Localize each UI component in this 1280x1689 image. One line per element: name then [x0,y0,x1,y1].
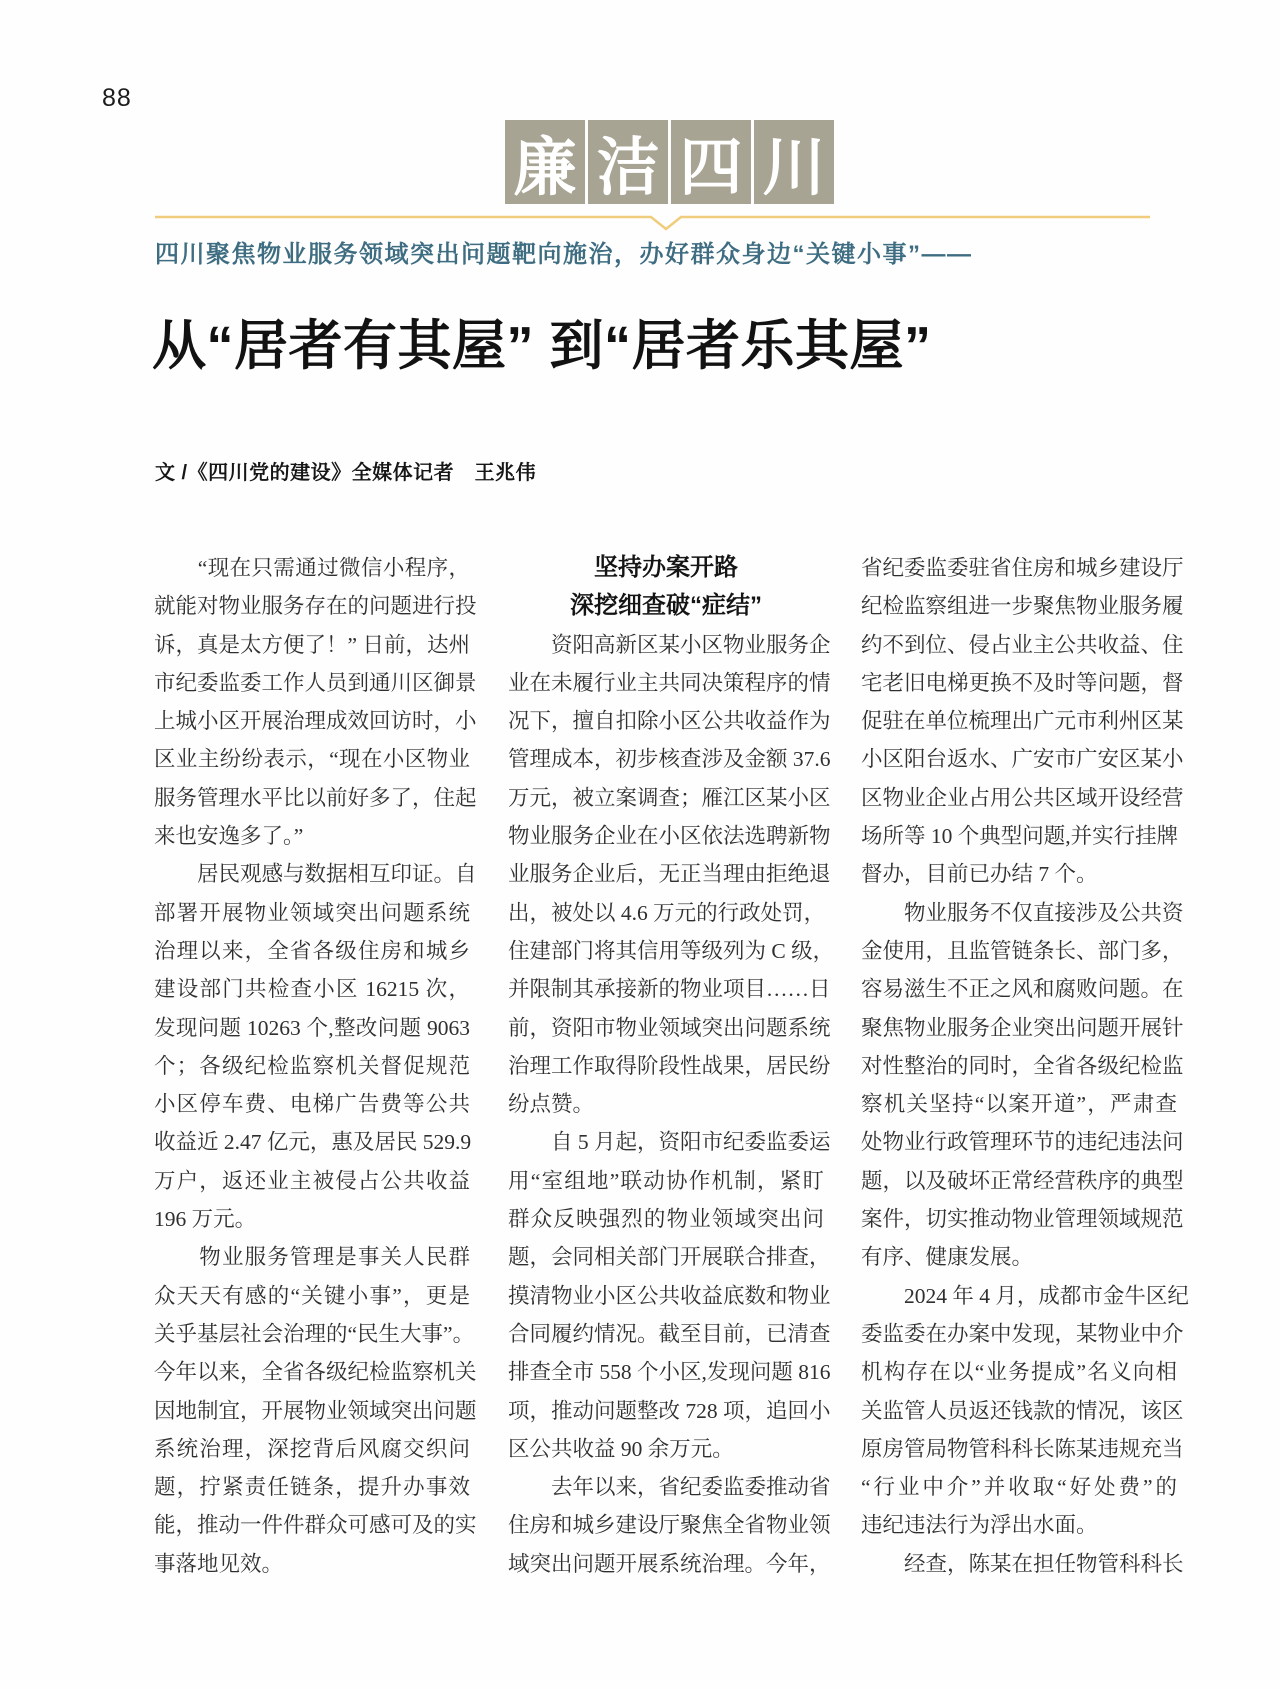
body-text-line: 市纪委监委工作人员到通川区御景 [154,670,477,695]
body-text-line: 系统治理，深挖背后风腐交织问 [154,1436,470,1461]
body-text-line: 万户，返还业主被侵占公共收益 [154,1168,470,1193]
section-heading-line: 坚持办案开路 [594,554,738,581]
logo-char: 四 [671,120,751,204]
body-text-line: 督办，目前已办结 7 个。 [861,862,1098,887]
kicker: 四川聚焦物业服务领域突出问题靶向施治，办好群众身边“关键小事”—— [155,241,973,268]
body-text-line: 万元，被立案调查；雁江区某小区 [508,785,831,810]
body-text-line: 况下，擅自扣除小区公共收益作为 [508,709,831,734]
body-text-line: 省纪委监委驻省住房和城乡建设厅 [861,556,1184,580]
body-text-line: 群众反映强烈的物业领域突出问 [508,1207,824,1232]
body-text-line: 区物业企业占用公共区域开设经营 [861,785,1184,810]
body-text-line: 容易滋生不正之风和腐败问题。在 [861,977,1184,1002]
body-text-line: 出，被处以 4.6 万元的行政处罚， [508,900,826,925]
body-text-line: 事落地见效。 [154,1551,284,1576]
body-text-line: 宅老旧电梯更换不及时等问题，督 [861,670,1184,695]
body-text-line: 今年以来，全省各级纪检监察机关 [154,1360,477,1385]
body-text-line: “行业中介”并收取“好处费”的 [861,1475,1177,1500]
column-3 [861,549,1189,1583]
body-text-line: 有序、健康发展。 [861,1245,1034,1270]
body-text-line: 区公共收益 90 余万元。 [508,1436,734,1461]
body-text-line: 治理工作取得阶段性战果，居民纷 [508,1053,831,1078]
body-text-line: 经查，陈某在担任物管科科长 [861,1551,1184,1576]
body-text-line: 聚焦物业服务企业突出问题开展针 [861,1015,1184,1040]
body-text-line: 物业服务管理是事关人民群 [154,1245,470,1270]
body-text-line: 题，会同相关部门开展联合排查， [508,1245,831,1270]
body-text-line: 场所等 10 个典型问题,并实行挂牌 [861,824,1179,849]
body-text-line: 建设部门共检查小区 16215 次， [154,977,470,1002]
body-text-line: 业服务企业后，无正当理由拒绝退 [508,862,831,887]
body-text-line: 众天天有感的“关键小事”，更是 [154,1283,470,1308]
body-text-line: 住建部门将其信用等级列为 C 级， [508,938,835,963]
body-text-line: 排查全市 558 个小区,发现问题 816 [508,1360,831,1385]
body-text-line: 题，以及破坏正常经营秩序的典型 [861,1168,1184,1193]
body-text-line: 摸清物业小区公共收益底数和物业 [508,1283,831,1308]
body-text-line: 部署开展物业领域突出问题系统 [154,900,470,925]
body-text-line: 业在未履行业主共同决策程序的情 [508,670,831,695]
body-text-line: 物业服务企业在小区依法选聘新物 [508,824,831,849]
column-2 [508,549,835,1583]
body-text-line: 小区阳台返水、广安市广安区某小 [861,747,1184,772]
logo-char: 川 [754,120,834,204]
body-text-line: 关监管人员返还钱款的情况，该区 [861,1398,1184,1423]
body-text-line: 2024 年 4 月，成都市金牛区纪 [861,1283,1189,1308]
body-text-line: 居民观感与数据相互印证。自 [154,862,477,887]
body-text-line: 治理以来，全省各级住房和城乡 [154,938,470,963]
body-text-line: 发现问题 10263 个,整改问题 9063 [154,1015,470,1040]
body-text-line: 收益近 2.47 亿元，惠及居民 529.9 [154,1130,472,1155]
body-text-line: 对性整治的同时，全省各级纪检监 [861,1053,1184,1078]
column-1 [154,549,477,1583]
logo-char: 洁 [588,120,668,204]
body-text-line: 处物业行政管理环节的违纪违法问 [861,1130,1184,1155]
body-text-line: 项，推动问题整改 728 项，追回小 [508,1398,831,1423]
body-text-line: 诉，真是太方便了！” 日前，达州 [154,632,470,657]
section-heading-line: 深挖细查破“症结” [570,592,762,620]
body-text-line: 上城小区开展治理成效回访时，小 [154,709,477,734]
body-text-line: 合同履约情况。截至目前，已清查 [508,1321,831,1346]
body-text-line: 区业主纷纷表示，“现在小区物业 [154,747,470,772]
body-text-line: 原房管局物管科科长陈某违规充当 [861,1436,1184,1461]
divider-rule [155,209,1151,233]
body-text-line: 管理成本，初步核查涉及金额 37.6 [508,747,831,772]
body-text-line: 并限制其承接新的物业项目……日 [508,977,831,1002]
body-text-line: 资阳高新区某小区物业服务企 [508,632,831,657]
body-text-line: 关乎基层社会治理的“民生大事”。 [154,1321,475,1346]
article-title: 从“居者有其屋” 到“居者乐其屋” [152,316,932,376]
masthead-logo [505,120,834,204]
page-number: 88 [102,84,132,112]
body-text-line: 自 5 月起，资阳市纪委监委运 [508,1130,831,1155]
body-text-line: 纪检监察组进一步聚焦物业服务履 [861,594,1184,619]
body-text-line: 察机关坚持“以案开道”，严肃查 [861,1092,1177,1117]
body-text-line: 来也安逸多了。” [154,824,304,849]
byline: 文 /《四川党的建设》全媒体记者 王兆伟 [155,462,537,484]
body-text-line: 机构存在以“业务提成”名义向相 [861,1360,1177,1385]
body-text-line: 服务管理水平比以前好多了，住起 [154,785,477,810]
logo-char: 廉 [505,120,585,204]
body-text-line: 域突出问题开展系统治理。今年， [508,1551,831,1576]
body-text-line: 个；各级纪检监察机关督促规范 [154,1053,470,1078]
body-text-line: 违纪违法行为浮出水面。 [861,1513,1098,1538]
body-text-line: 题，拧紧责任链条，提升办事效 [154,1475,470,1500]
body-text-line: 住房和城乡建设厅聚焦全省物业领 [508,1513,831,1538]
body-text-line: 196 万元。 [154,1207,257,1232]
body-text-line: 物业服务不仅直接涉及公共资 [861,900,1184,925]
body-text-line: 案件，切实推动物业管理领域规范 [861,1207,1184,1232]
body-text-line: 就能对物业服务存在的问题进行投 [154,594,477,619]
body-text-line: “现在只需通过微信小程序， [154,556,470,580]
body-text-line: 去年以来，省纪委监委推动省 [508,1475,831,1500]
body-text-line: 能，推动一件件群众可感可及的实 [154,1513,477,1538]
body-text-line: 用“室组地”联动协作机制，紧盯 [508,1168,824,1193]
body-text-line: 前，资阳市物业领域突出问题系统 [508,1015,831,1040]
body-text-line: 约不到位、侵占业主公共收益、住 [861,632,1184,657]
body-text-line: 委监委在办案中发现，某物业中介 [861,1321,1184,1346]
body-text-line: 因地制宜，开展物业领域突出问题 [154,1398,477,1423]
body-text-line: 小区停车费、电梯广告费等公共 [154,1092,470,1117]
body-text-line: 金使用，且监管链条长、部门多， [861,938,1184,963]
body-text-line: 促驻在单位梳理出广元市利州区某 [861,709,1184,734]
body-text-line: 纷点赞。 [508,1092,595,1117]
